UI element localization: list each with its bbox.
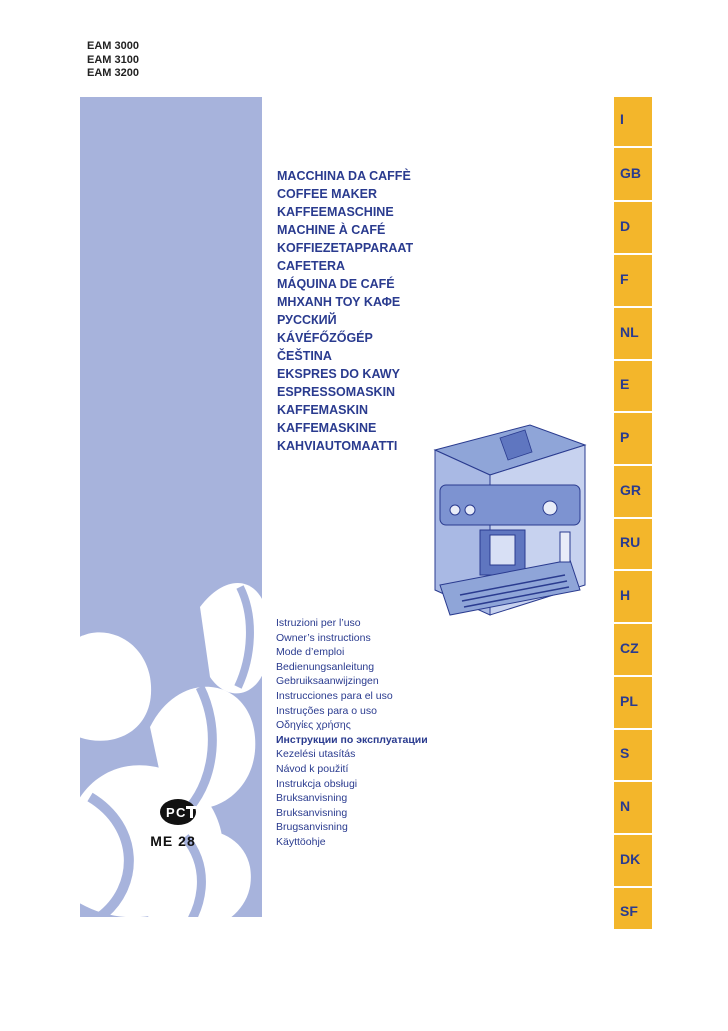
product-title: CAFETERA <box>277 259 346 273</box>
language-tab[interactable]: H <box>620 587 631 603</box>
product-title: MACHINE À CAFÉ <box>277 223 386 237</box>
decorative-panel <box>80 97 262 917</box>
tab-divider <box>614 306 652 308</box>
product-title: MÁQUINA DE CAFÉ <box>277 277 395 291</box>
language-tab[interactable]: PL <box>620 693 638 709</box>
product-title: KAFFEMASKINE <box>277 421 377 435</box>
product-title: KOFFIEZETAPPARAAT <box>277 241 414 255</box>
tab-divider <box>614 517 652 519</box>
model-name: EAM 3200 <box>87 67 139 79</box>
product-title: EKSPRES DO KAWY <box>277 367 400 381</box>
product-title-list <box>277 167 413 455</box>
tab-divider <box>614 833 652 835</box>
instruction-title: Brugsanvisning <box>276 821 348 834</box>
language-tab[interactable]: DK <box>620 851 641 867</box>
product-title: KAHVIAUTOMAATTI <box>277 439 398 453</box>
model-name: EAM 3000 <box>87 40 139 52</box>
tab-divider <box>614 622 652 624</box>
instruction-title: Bruksanvisning <box>276 806 348 819</box>
instruction-title: Bruksanvisning <box>276 792 348 805</box>
language-tab[interactable]: P <box>620 429 630 445</box>
language-tab[interactable]: RU <box>620 534 641 550</box>
tab-divider <box>614 780 652 782</box>
language-tab[interactable]: S <box>620 745 630 761</box>
product-title: ΜΗΧΑΝΗ ΤΟΥ ΚΑΦΕ <box>277 295 401 309</box>
language-tab[interactable]: CZ <box>620 640 639 656</box>
coffee-machine-illustration <box>420 420 590 620</box>
tab-divider <box>614 200 652 202</box>
tab-divider <box>614 411 652 413</box>
language-tab[interactable]: NL <box>620 324 639 340</box>
language-tab[interactable]: N <box>620 798 631 814</box>
instruction-title: Bedienungsanleitung <box>276 660 375 673</box>
instruction-title: Instrukcja obsługi <box>276 777 358 790</box>
tab-divider <box>614 728 652 730</box>
instruction-title: Istruzioni per l’uso <box>276 617 361 629</box>
model-list <box>87 40 139 81</box>
product-title: ESPRESSOMASKIN <box>277 385 396 399</box>
tab-divider <box>614 359 652 361</box>
instruction-title: Owner’s instructions <box>276 631 371 644</box>
product-title: MACCHINA DA CAFFÈ <box>277 169 411 183</box>
tab-divider <box>614 253 652 255</box>
instruction-title: Instrucciones para el uso <box>276 689 393 702</box>
tab-divider <box>614 886 652 888</box>
product-title: KAFFEMASKIN <box>277 403 368 417</box>
instruction-title: Οδηγίες χρήσης <box>276 719 351 732</box>
certification-block <box>118 797 228 857</box>
instruction-title: Mode d’emploi <box>276 646 345 659</box>
product-title: РУССКИЙ <box>277 313 337 327</box>
product-title: ČEŠTINA <box>277 349 332 363</box>
language-tab[interactable]: GB <box>620 165 641 181</box>
language-tab[interactable]: F <box>620 271 629 287</box>
certification-code: ME 28 <box>150 833 196 849</box>
language-tab-column <box>614 97 652 929</box>
model-name: EAM 3100 <box>87 53 139 66</box>
language-tab[interactable]: SF <box>620 903 638 919</box>
svg-text:C: C <box>176 805 186 820</box>
instruction-title: Instruções para o uso <box>276 704 377 717</box>
language-tab[interactable]: I <box>620 111 624 127</box>
tab-divider <box>614 146 652 148</box>
tab-divider <box>614 464 652 466</box>
pct-certification-icon <box>158 797 198 827</box>
language-tab[interactable]: D <box>620 218 631 234</box>
instruction-title: Gebruiksaanwijzingen <box>276 675 379 688</box>
instruction-title: Käyttöohje <box>276 835 326 848</box>
product-title: COFFEE MAKER <box>277 187 377 201</box>
coffee-beans-illustration <box>80 97 262 917</box>
language-tab[interactable]: GR <box>620 482 641 498</box>
language-tab[interactable]: E <box>620 376 630 392</box>
instruction-title: Инструкции по эксплуатации <box>276 733 428 746</box>
product-title: KÁVÉFŐZŐGÉP <box>277 331 373 345</box>
instruction-list <box>276 616 428 850</box>
svg-text:P: P <box>166 805 175 820</box>
instruction-title: Kezelési utasítás <box>276 748 356 761</box>
tab-divider <box>614 675 652 677</box>
product-title: KAFFEEMASCHINE <box>277 205 394 219</box>
tab-divider <box>614 569 652 571</box>
instruction-title: Návod k použití <box>276 762 349 775</box>
